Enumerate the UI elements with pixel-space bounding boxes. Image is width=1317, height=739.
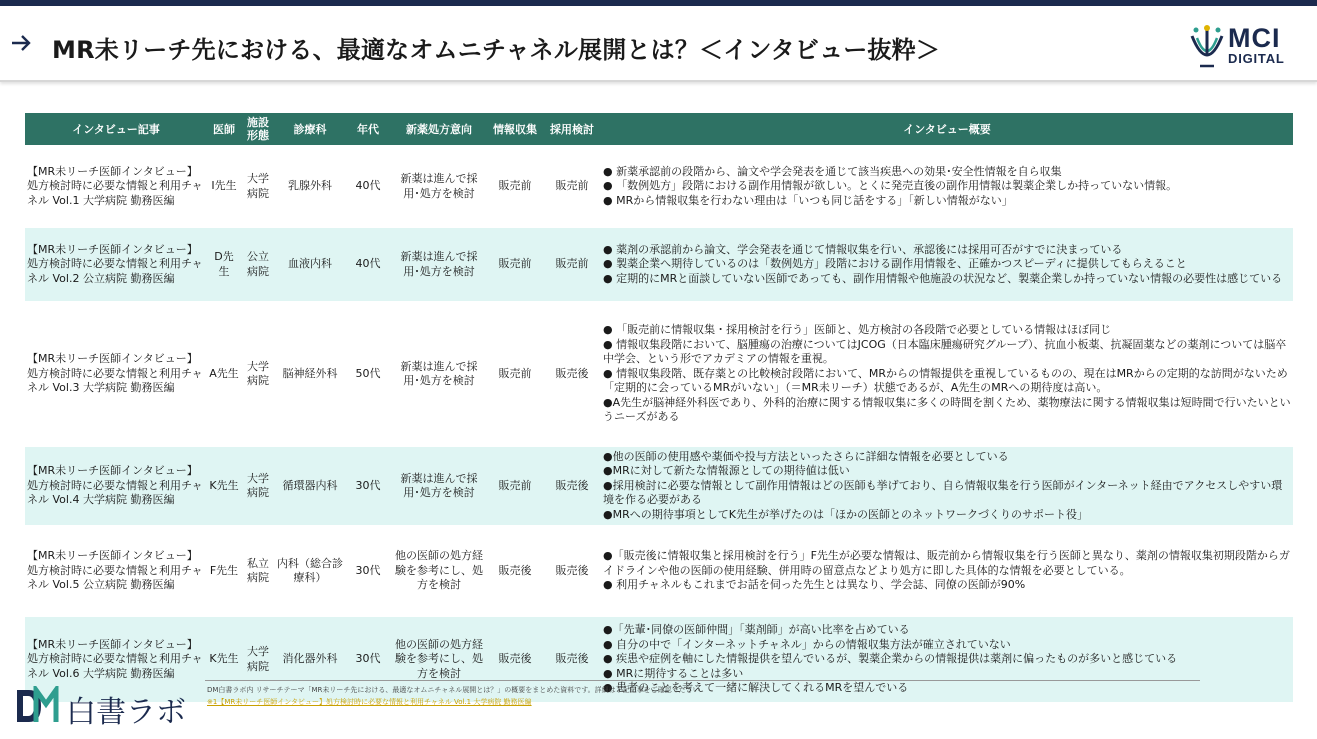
summary-bullet: ● 利用チャネルもこれまでお話を伺った先生とは異なり、学会誌、同僚の医師が90%	[603, 578, 1026, 592]
dept-cell: 消化器外科	[275, 617, 345, 702]
article-title-link[interactable]: 【MR未リーチ医師インタビュー】処方検討時に必要な情報と利用チャネル Vol.2 公立病院 勤務医編	[25, 228, 207, 301]
page-header	[0, 6, 1317, 82]
intent-cell: 新薬は進んで採用･処方を検討	[400, 359, 478, 387]
facility-cell: 私立病院	[247, 556, 269, 584]
summary-bullet: ● MRに期待することは多い	[603, 666, 744, 680]
summary-cell	[601, 531, 1293, 611]
logo-digital-text: DIGITAL	[1228, 51, 1285, 66]
logo-mci-text: MCI	[1228, 23, 1281, 53]
info-cell: 販売前	[487, 447, 543, 525]
col-header-doctor: 医師	[207, 113, 241, 145]
table-row	[25, 228, 1293, 301]
info-cell: 販売後	[498, 563, 532, 577]
adopt-cell: 販売前	[555, 179, 589, 193]
adopt-cell: 販売後	[555, 563, 589, 577]
facility-cell: 大学病院	[241, 617, 275, 702]
summary-bullet: ● 定期的にMRと面談していない医師であっても、副作用情報や他施設の状況など、製薬企業しか持っていない情報の必要性は感じている	[603, 271, 1283, 285]
col-header-article: インタビュー記事	[25, 113, 207, 145]
footer-brand-text: 白書ラボ	[66, 695, 186, 730]
article-title-link[interactable]: 【MR未リーチ医師インタビュー】処方検討時に必要な情報と利用チャネル Vol.1 大学病院 勤務医編	[27, 164, 203, 207]
intent-cell: 新薬は進んで採用･処方を検討	[400, 172, 478, 200]
col-header-summary: インタビュー概要	[601, 113, 1293, 145]
summary-bullet: ● 自分の中で「インターネットチャネル」からの情報収集方法が確立されていない	[603, 637, 1011, 651]
intent-cell: 新薬は進んで採用･処方を検討	[391, 228, 487, 301]
intent-cell: 他の医師の処方経験を参考にし、処方を検討	[391, 617, 487, 702]
col-header-age: 年代	[345, 113, 391, 145]
summary-cell	[601, 447, 1293, 525]
article-title-link[interactable]: 【MR未リーチ医師インタビュー】処方検討時に必要な情報と利用チャネル Vol.5 公立病院 勤務医編	[27, 549, 203, 592]
info-cell: 販売前	[498, 179, 532, 193]
intent-cell: 他の医師の処方経験を参考にし、処方を検討	[395, 549, 483, 592]
facility-cell: 大学病院	[247, 172, 269, 200]
table-row	[25, 447, 1293, 525]
age-cell: 30代	[345, 617, 391, 702]
dept-cell: 乳腺外科	[288, 179, 332, 193]
table-row	[25, 151, 1293, 222]
doctor-cell: K先生	[207, 617, 241, 702]
adopt-cell: 販売後	[543, 617, 601, 702]
dept-cell: 脳神経外科	[282, 366, 338, 380]
summary-bullet: ● 疾患や症例を軸にした情報提供を望んでいるが、製薬企業からの情報提供は薬剤に偏ったものが多いと感じている	[603, 652, 1178, 666]
summary-bullet: ●「先輩･同僚の医師仲間」「薬剤師」が高い比率を占めている	[603, 623, 910, 637]
dept-cell: 内科（総合診療科）	[277, 556, 343, 584]
summary-cell	[601, 617, 1293, 702]
logo-mark-icon	[1188, 24, 1226, 70]
doctor-cell: K先生	[207, 447, 241, 525]
age-cell: 40代	[355, 179, 381, 193]
summary-bullet: ●A先生が脳神経外科医であり、外科的治療に関する情報収集に多くの時間を割くため、薬物療法に関する情報収集は短時間で行いたいというニーズがある	[603, 395, 1291, 424]
col-header-intent: 新薬処方意向	[391, 113, 487, 145]
age-cell: 30代	[355, 563, 381, 577]
hakusho-lab-logo	[14, 686, 194, 730]
dept-cell: 循環器内科	[275, 447, 345, 525]
age-cell: 30代	[345, 447, 391, 525]
summary-bullet: ●MRへの期待事項としてK先生が挙げたのは「ほかの医師とのネットワークづくりのサポート役」	[603, 507, 1088, 521]
summary-bullet: ● 「販売前に情報収集・採用検討を行う」医師と、処方検討の各段階で必要としている情報はほぼ同じ	[603, 323, 1112, 337]
summary-bullet: ● 患者のことを考えて一緒に解決してくれるMRを望んでいる	[603, 681, 909, 695]
summary-bullet: ● 製薬企業へ期待しているのは「数例処方」段階における副作用情報を、正確かつスピーディに提供してもらえること	[603, 257, 1187, 271]
article-title-link[interactable]: 【MR未リーチ医師インタビュー】処方検討時に必要な情報と利用チャネル Vol.3 大学病院 勤務医編	[27, 352, 203, 395]
summary-bullet: ● 新薬承認前の段階から、論文や学会発表を通じて該当疾患への効果･安全性情報を自ら収集	[603, 164, 1062, 178]
doctor-cell: I先生	[211, 179, 237, 193]
info-cell: 販売前	[487, 228, 543, 301]
adopt-cell: 販売後	[543, 447, 601, 525]
summary-bullet: ●他の医師の使用感や薬価や投与方法といったさらに詳細な情報を必要としている	[603, 449, 1009, 463]
mci-digital-logo	[1188, 20, 1308, 76]
summary-bullet: ● 情報収集段階において、脳腫瘍の治療についてはJCOG（日本臨床腫瘍研究グループ）、抗血小板薬、抗凝固薬などの薬剤については脳卒中学会、という形でアカデミアの情報を重視。	[603, 337, 1287, 366]
summary-cell	[601, 228, 1293, 301]
summary-bullet: ● MRから情報収集を行わない理由は「いつも同じ話をする」「新しい情報がない」	[603, 193, 1013, 207]
adopt-cell: 販売前	[543, 228, 601, 301]
facility-cell: 大学病院	[241, 447, 275, 525]
col-header-dept: 診療科	[275, 113, 345, 145]
arrow-right-icon	[10, 33, 32, 53]
table-row	[25, 307, 1293, 441]
summary-bullet: ● 情報収集段階、既存薬との比較検討段階において、MRからの情報提供を重視しているものの、現在はMRからの定期的な訪問がないため「定期的に会っているMRがいない」（＝MR未リーチ）状態であるが、A先生のMRへの期待度は高い。	[603, 366, 1288, 395]
summary-bullet: ● 薬剤の承認前から論文、学会発表を通じて情報収集を行い、承認後には採用可否がすでに決まっている	[603, 242, 1123, 256]
hakusho-logo-mark-icon	[14, 686, 60, 726]
footnote-text: DM白書ラボ内 リサーチテーマ「MR未リーチ先における、最適なオムニチャネル展開とは？」の概要をまとめた資料です。詳細は下記記事をご確認ください	[207, 686, 700, 694]
summary-cell	[601, 307, 1293, 441]
intent-cell: 新薬は進んで採用･処方を検討	[391, 447, 487, 525]
footnote-article-link[interactable]: ※1【MR未リーチ医師インタビュー】処方検討時に必要な情報と利用チャネル Vol.1 大学病院 勤務医編	[207, 698, 532, 706]
interview-table	[25, 113, 1293, 702]
page-title: MR未リーチ先における、最適なオムニチャネル展開とは？＜インタビュー抜粋＞	[52, 36, 941, 64]
summary-bullet: ●「販売後に情報収集と採用検討を行う」F先生が必要な情報は、販売前から情報収集を行う医師と異なり、薬剤の情報収集初期段階からガイドラインや他の医師の使用経験、併用時の留意点などより処方に即した具体的な情報を必要としている。	[603, 549, 1290, 577]
article-title-link[interactable]: 【MR未リーチ医師インタビュー】処方検討時に必要な情報と利用チャネル Vol.6 大学病院 勤務医編	[25, 617, 207, 702]
facility-cell: 大学病院	[247, 359, 269, 387]
col-header-info: 情報収集	[487, 113, 543, 145]
info-cell: 販売前	[498, 366, 532, 380]
summary-bullet: ●MRに対して新たな情報源としての期待値は低い	[603, 464, 850, 478]
doctor-cell: F先生	[209, 563, 239, 577]
adopt-cell: 販売後	[555, 366, 589, 380]
footer-divider	[205, 680, 1200, 681]
col-header-adopt: 採用検討	[543, 113, 601, 145]
doctor-cell: A先生	[209, 366, 239, 380]
age-cell: 40代	[345, 228, 391, 301]
table-row	[25, 531, 1293, 611]
facility-cell: 公立病院	[241, 228, 275, 301]
col-header-facility: 施設形態	[241, 113, 275, 145]
age-cell: 50代	[355, 366, 381, 380]
article-title-link[interactable]: 【MR未リーチ医師インタビュー】処方検討時に必要な情報と利用チャネル Vol.4 大学病院 勤務医編	[25, 447, 207, 525]
table-header-row	[25, 113, 1293, 145]
summary-bullet: ● 「数例処方」段階における副作用情報が欲しい。とくに発売直後の副作用情報は製薬企業しか持っていない情報。	[603, 179, 1178, 193]
doctor-cell: D先生	[207, 228, 241, 301]
dept-cell: 血液内科	[275, 228, 345, 301]
summary-bullet: ●採用検討に必要な情報として副作用情報はどの医師も挙げており、自ら情報収集を行う医師がインターネット経由でアクセスしやすい環境を作る必要がある	[603, 478, 1283, 507]
summary-cell	[601, 151, 1293, 222]
info-cell: 販売後	[487, 617, 543, 702]
